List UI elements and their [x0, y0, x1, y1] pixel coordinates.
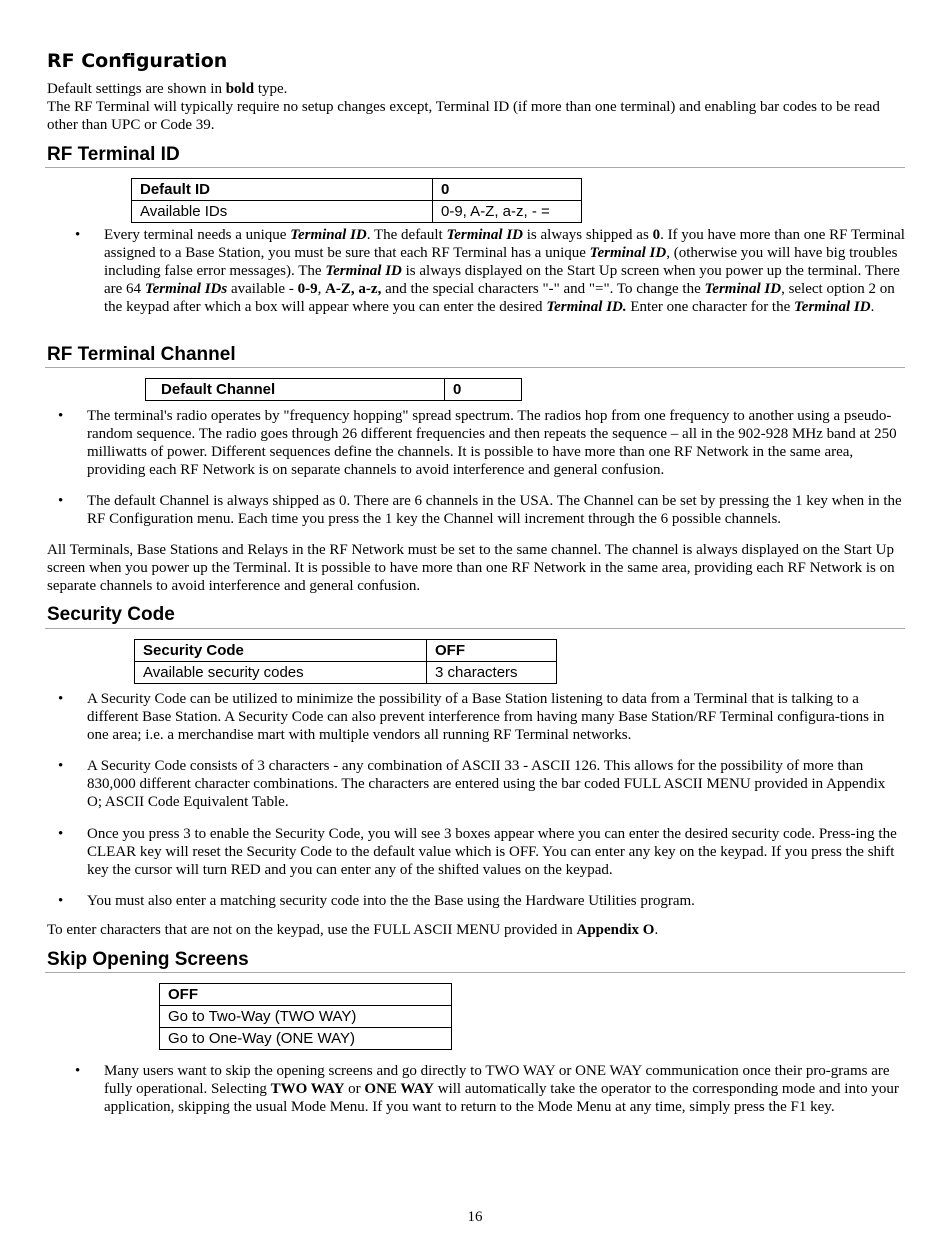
table-cell: Security Code: [135, 640, 427, 662]
table-cell: Go to Two-Way (TWO WAY): [160, 1006, 452, 1028]
bullet-icon: •: [58, 826, 64, 842]
section-heading-security: Security Code: [47, 604, 175, 625]
bullet-text: A Security Code can be utilized to minimize the possibility of a Base Station listening to data from a Terminal that is talking to a different Base Station. A Security Code can also prevent interference from having many Base Station/RF Terminal configura-tions in one area; i.e. a merchandise mart with multiple vendors all running RF Terminal networks.: [87, 691, 885, 743]
table-cell: OFF: [160, 984, 452, 1006]
table-row: [135, 640, 557, 662]
bullet-text: You must also enter a matching security code into the the Base using the Hardware Utilities program.: [87, 893, 695, 909]
section-heading-channel: RF Terminal Channel: [47, 344, 236, 365]
bullet-icon: •: [75, 1063, 81, 1079]
section-rule: [45, 628, 905, 629]
table-cell: 0: [445, 379, 522, 401]
bullet-text: Once you press 3 to enable the Security Code, you will see 3 boxes appear where you can enter the desired security code. Press-ing the CLEAR key will reset the Security Code to the default value which is OFF. You can enter any key on the keypad. If you press the shift key the cursor will turn RED and you can enter any of the shifted values on the keypad.: [87, 826, 897, 878]
intro-bold: bold: [225, 81, 255, 97]
table-cell: Default Channel: [146, 379, 445, 401]
bullet-icon: •: [58, 408, 64, 424]
channel-note: All Terminals, Base Stations and Relays in the RF Network must be set to the same channel. The channel is always displayed on the Start Up screen when you power up the Terminal. It is possible to have more than one RF Network in the same area, providing each RF Network is on separate channels to avoid interference and general confusion.: [47, 542, 895, 594]
bullet-text: Every terminal needs a unique Terminal ID. The default Terminal ID is always shipped as 0. If you have more than one RF Terminal assigned to a Base Station, you must be sure that each RF Terminal has a unique Terminal ID, (otherwise you will have big troubles including false error messages). The Terminal ID is always displayed on the Start Up screen when you power up the terminal. There are 64 Terminal IDs available - 0-9, A-Z, a-z, and the special characters "-" and "=". To change the Terminal ID, select option 2 on the keypad after which a box will appear where you can enter the desired Terminal ID. Enter one character for the Terminal ID.: [104, 227, 905, 315]
bullet-icon: •: [58, 893, 64, 909]
table-cell: 0-9, A-Z, a-z, - =: [433, 201, 582, 223]
section-rule: [45, 367, 905, 368]
channel-table: [145, 378, 522, 401]
bullet-icon: •: [58, 758, 64, 774]
table-cell: Default ID: [132, 179, 433, 201]
bullet-icon: •: [58, 493, 64, 509]
security-note: To enter characters that are not on the keypad, use the FULL ASCII MENU provided in Appendix O.: [47, 922, 659, 938]
table-row: [135, 662, 557, 684]
table-cell: Go to One-Way (ONE WAY): [160, 1028, 452, 1050]
table-row: [160, 984, 452, 1006]
bullet-text: The terminal's radio operates by "frequency hopping" spread spectrum. The radios hop from one frequency to another using a pseudo-random sequence. The radio goes through 26 different frequencies and then repeats the sequence – all in the 902-928 MHz band at 250 milliwatts of power. Different sequences define the channels. It is possible to have more than one RF Network in the same area, providing each RF Network is on separate channels to avoid interference and general confusion.: [87, 408, 897, 478]
section-rule: [45, 167, 905, 168]
skip-table: [159, 983, 452, 1050]
table-cell: 3 characters: [427, 662, 557, 684]
intro-text: Default settings are shown in: [47, 81, 226, 97]
page-number: 16: [467, 1209, 483, 1225]
section-heading-terminal-id: RF Terminal ID: [47, 144, 180, 165]
table-row: [132, 201, 582, 223]
table-row: [146, 379, 522, 401]
table-row: [132, 179, 582, 201]
intro-line-1: [47, 80, 912, 98]
table-cell: OFF: [427, 640, 557, 662]
page-title: RF Configuration: [47, 50, 228, 72]
bullet-text: A Security Code consists of 3 characters - any combination of ASCII 33 - ASCII 126. This allows for the possibility of more than 830,000 different character combinations. The characters are entered using the bar coded FULL ASCII MENU provided in Appendix O; ASCII Code Equivalent Table.: [87, 758, 886, 810]
bullet-icon: •: [58, 691, 64, 707]
terminal-id-table: [131, 178, 582, 223]
bullet-text: Many users want to skip the opening screens and go directly to TWO WAY or ONE WAY communication once their pro-grams are fully operational. Selecting TWO WAY or ONE WAY will automatically take the operator to the corresponding mode and into your application, skipping the usual Mode Menu. If you want to return to the Mode Menu at any time, simply press the F1 key.: [104, 1063, 899, 1115]
intro-line-2: The RF Terminal will typically require no setup changes except, Terminal ID (if more than one terminal) and enabling bar codes to be read other than UPC or Code 39.: [47, 99, 880, 133]
table-cell: Available security codes: [135, 662, 427, 684]
table-cell: Available IDs: [132, 201, 433, 223]
bullet-icon: •: [75, 227, 81, 243]
table-row: [160, 1028, 452, 1050]
security-table: [134, 639, 557, 684]
table-row: [160, 1006, 452, 1028]
intro-text-end: type.: [254, 81, 288, 97]
section-heading-skip: Skip Opening Screens: [47, 949, 249, 970]
bullet-text: The default Channel is always shipped as 0. There are 6 channels in the USA. The Channel can be set by pressing the 1 key when in the RF Configuration menu. Each time you press the 1 key the Channel will increment through the 6 possible channels.: [87, 493, 902, 527]
section-rule: [45, 972, 905, 973]
table-cell: 0: [433, 179, 582, 201]
